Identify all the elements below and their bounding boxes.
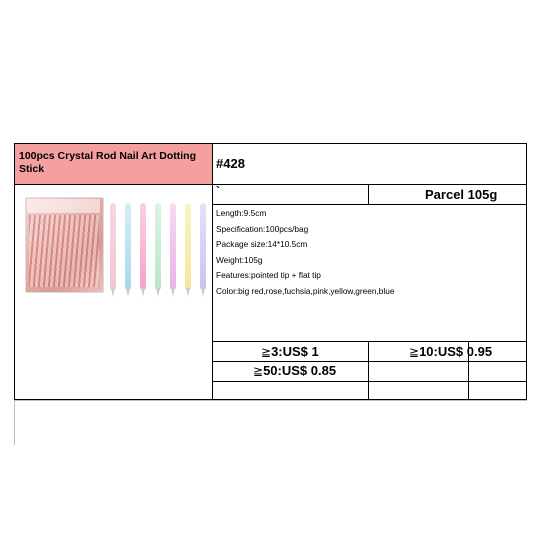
- stick-5: [170, 203, 176, 289]
- price-tier-50: [253, 363, 336, 378]
- parcel-divider: [368, 185, 369, 204]
- parcel-row: [213, 185, 526, 205]
- ge-symbol: ≧: [261, 345, 272, 359]
- spec-specification: Specification:100pcs/bag: [216, 223, 309, 234]
- product-image: [15, 185, 213, 399]
- bag-contents: [29, 215, 99, 287]
- price-grid-line: [213, 341, 526, 342]
- spec-weight: Weight:105g: [216, 254, 263, 265]
- product-sheet: [14, 143, 527, 400]
- price-table: [213, 341, 526, 399]
- price-tier-3: [261, 344, 319, 359]
- product-title: 100pcs Crystal Rod Nail Art Dotting Stick: [15, 144, 213, 185]
- price-tier-50-text: 50:US$ 0.85: [263, 363, 337, 378]
- price-grid-divider: [368, 341, 369, 399]
- stick-1: [110, 203, 116, 289]
- price-grid-line: [213, 381, 526, 382]
- price-tier-10-text: 10:US$ 0.95: [419, 344, 493, 359]
- tick-mark: `: [216, 184, 220, 198]
- ge-symbol: ≧: [409, 345, 420, 359]
- spec-package-size: Package size:14*10.5cm: [216, 239, 308, 249]
- stick-2: [125, 203, 131, 289]
- bag-seal: [27, 199, 100, 213]
- price-grid-line: [213, 361, 526, 362]
- stick-3: [140, 203, 146, 289]
- price-tier-3-text: 3:US$ 1: [271, 344, 319, 359]
- ge-symbol: ≧: [253, 364, 264, 378]
- stick-4: [155, 203, 161, 289]
- product-code: #428: [213, 144, 526, 185]
- parcel-weight: Parcel 105g: [425, 187, 498, 202]
- spec-color: Color:big red,rose,fuchsia,pink,yellow,green,blue: [216, 285, 395, 296]
- price-tier-10: [409, 344, 492, 359]
- spec-features: Features:pointed tip + flat tip: [216, 270, 321, 280]
- stick-7: [200, 203, 206, 289]
- page-shadow-bottom: [14, 400, 527, 401]
- spec-length: Length:9.5cm: [216, 208, 267, 218]
- spec-list: [213, 205, 526, 341]
- stick-6: [185, 203, 191, 289]
